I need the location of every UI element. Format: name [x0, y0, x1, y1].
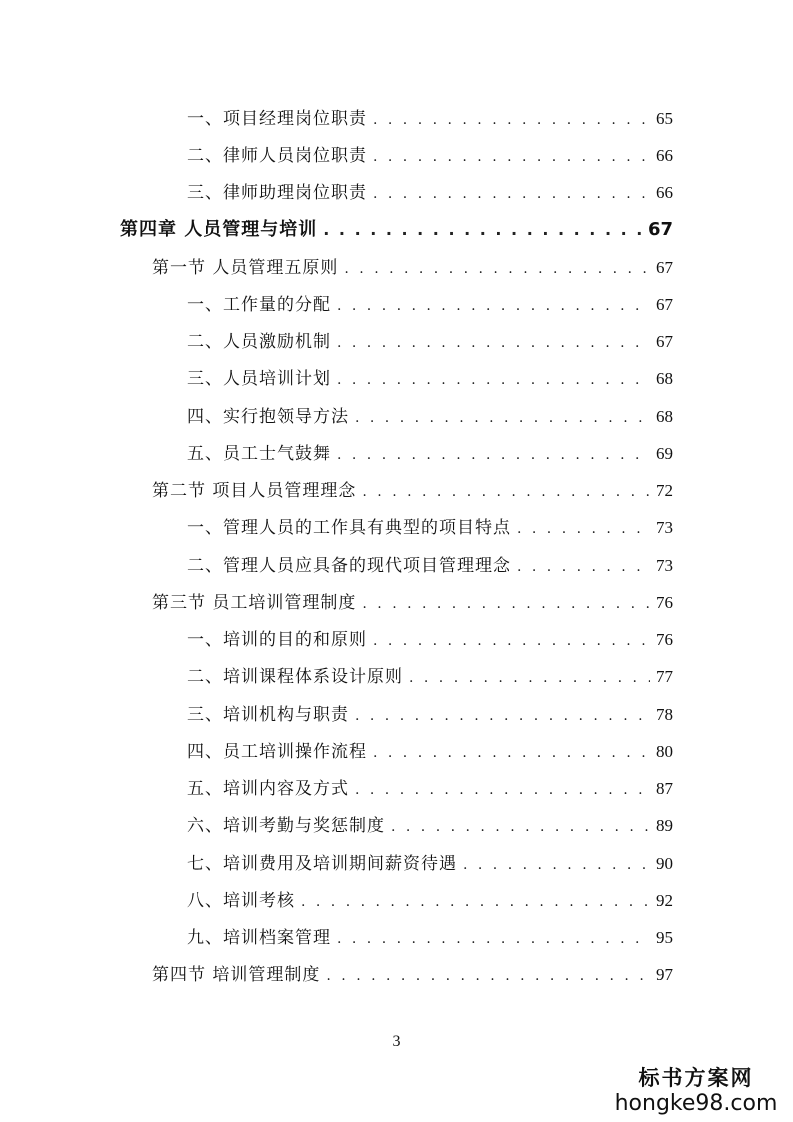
toc-entry-page: 69	[656, 444, 673, 463]
toc-entry[interactable]	[187, 327, 673, 357]
toc-entry[interactable]	[187, 364, 673, 394]
toc-entry-title: 五、培训内容及方式	[187, 779, 349, 799]
toc-entry-page: 90	[656, 854, 673, 873]
toc-entry[interactable]	[187, 662, 673, 692]
toc-entry-title: 第三节 员工培训管理制度	[152, 593, 357, 613]
toc-dot-leader	[323, 215, 642, 245]
toc-entry-page: 87	[656, 779, 673, 798]
toc-entry-title: 第四章 人员管理与培训	[120, 219, 318, 240]
toc-entry-title: 第四节 培训管理制度	[152, 965, 321, 985]
toc-dot-leader	[355, 775, 650, 805]
toc-entry-page: 67	[647, 219, 673, 240]
toc-entry-page: 97	[656, 965, 673, 984]
toc-entry-page: 73	[656, 556, 673, 575]
toc-entry-title: 三、律师助理岗位职责	[187, 183, 367, 203]
toc-entry-title: 一、培训的目的和原则	[187, 630, 367, 650]
toc-entry[interactable]	[187, 849, 673, 879]
toc-entry-page: 92	[656, 891, 673, 910]
toc-entry-title: 二、律师人员岗位职责	[187, 146, 367, 166]
toc-entry[interactable]	[187, 439, 673, 469]
toc-entry-title: 第一节 人员管理五原则	[152, 258, 339, 278]
toc-entry[interactable]	[187, 513, 673, 543]
toc-dot-leader	[301, 887, 650, 917]
toc-section-entry[interactable]	[152, 588, 673, 618]
toc-dot-leader	[337, 924, 650, 954]
toc-entry-page: 77	[656, 667, 673, 686]
toc-entry-title: 四、实行抱领导方法	[187, 407, 349, 427]
toc-entry[interactable]	[187, 811, 673, 841]
toc-chapter-entry[interactable]	[120, 215, 673, 245]
toc-entry-page: 76	[656, 593, 673, 612]
watermark-url: hongke98.com	[614, 1091, 778, 1116]
toc-dot-leader	[373, 105, 650, 135]
toc-entry[interactable]	[187, 774, 673, 804]
toc-entry-page: 76	[656, 630, 673, 649]
toc-entry-page: 78	[656, 705, 673, 724]
toc-entry-title: 三、人员培训计划	[187, 369, 331, 389]
toc-dot-leader	[391, 812, 650, 842]
toc-entry-title: 第二节 项目人员管理理念	[152, 481, 357, 501]
toc-dot-leader	[337, 440, 650, 470]
page-number: 3	[392, 1033, 401, 1050]
toc-section-entry[interactable]	[152, 476, 673, 506]
toc-dot-leader	[355, 403, 650, 433]
toc-entry-title: 四、员工培训操作流程	[187, 742, 367, 762]
toc-section-entry[interactable]	[152, 960, 673, 990]
toc-section-entry[interactable]	[152, 253, 673, 283]
toc-entry-title: 六、培训考勤与奖惩制度	[187, 816, 385, 836]
toc-entry-title: 二、管理人员应具备的现代项目管理理念	[187, 556, 511, 576]
toc-dot-leader	[373, 142, 650, 172]
toc-dot-leader	[373, 626, 650, 656]
toc-entry-title: 五、员工士气鼓舞	[187, 444, 331, 464]
toc-entry-page: 67	[656, 332, 673, 351]
watermark-chinese: 标书方案网	[638, 1065, 754, 1090]
toc-entry-page: 73	[656, 518, 673, 537]
toc-entry[interactable]	[187, 402, 673, 432]
toc-entry-title: 二、培训课程体系设计原则	[187, 667, 403, 687]
toc-entry-title: 七、培训费用及培训期间薪资待遇	[187, 854, 457, 874]
toc-dot-leader	[373, 179, 650, 209]
toc-entry-title: 八、培训考核	[187, 891, 295, 911]
toc-entry-page: 80	[656, 742, 673, 761]
toc-entry-page: 67	[656, 295, 673, 314]
toc-dot-leader	[463, 850, 650, 880]
toc-entry[interactable]	[187, 625, 673, 655]
toc-entry-page: 95	[656, 928, 673, 947]
toc-entry-page: 66	[656, 146, 673, 165]
toc-dot-leader	[337, 365, 650, 395]
toc-entry-title: 一、工作量的分配	[187, 295, 331, 315]
toc-entry-page: 89	[656, 816, 673, 835]
toc-dot-leader	[362, 477, 650, 507]
toc-entry-title: 九、培训档案管理	[187, 928, 331, 948]
toc-entry[interactable]	[187, 290, 673, 320]
toc-entry[interactable]	[187, 737, 673, 767]
toc-entry-title: 一、管理人员的工作具有典型的项目特点	[187, 518, 511, 538]
toc-dot-leader	[337, 291, 650, 321]
toc-entry-page: 65	[656, 109, 673, 128]
toc-dot-leader	[517, 514, 650, 544]
toc-entry-page: 67	[656, 258, 673, 277]
toc-entry[interactable]	[187, 886, 673, 916]
toc-dot-leader	[362, 589, 650, 619]
toc-dot-leader	[355, 701, 650, 731]
toc-entry[interactable]	[187, 923, 673, 953]
toc-entry-title: 一、项目经理岗位职责	[187, 109, 367, 129]
toc-entry-page: 72	[656, 481, 673, 500]
toc-entry[interactable]	[187, 551, 673, 581]
toc-entry-page: 68	[656, 369, 673, 388]
toc-entry[interactable]	[187, 700, 673, 730]
toc-entry[interactable]	[187, 178, 673, 208]
toc-entry-page: 68	[656, 407, 673, 426]
toc-dot-leader	[409, 663, 650, 693]
toc-dot-leader	[517, 552, 650, 582]
toc-entry-page: 66	[656, 183, 673, 202]
watermark-logo	[611, 1062, 781, 1116]
toc-entry[interactable]	[187, 141, 673, 171]
toc-dot-leader	[344, 254, 650, 284]
toc-dot-leader	[337, 328, 650, 358]
toc-entry-title: 二、人员激励机制	[187, 332, 331, 352]
toc-dot-leader	[326, 961, 650, 991]
toc-entry[interactable]	[187, 104, 673, 134]
toc-dot-leader	[373, 738, 650, 768]
toc-entry-title: 三、培训机构与职责	[187, 705, 349, 725]
